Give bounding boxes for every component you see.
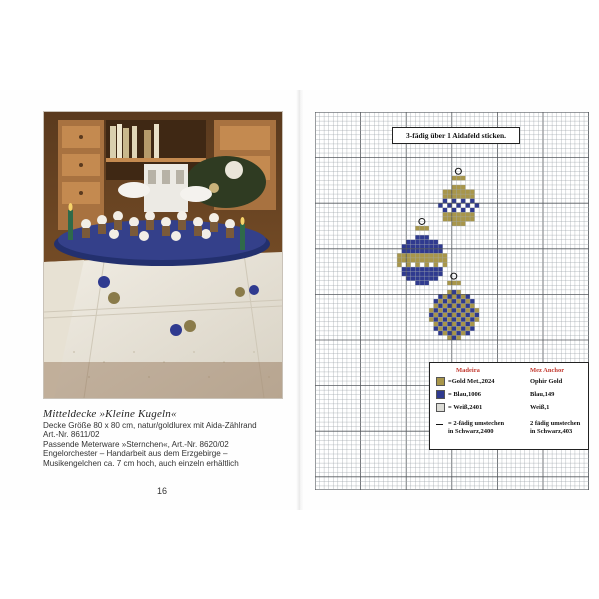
stitch-cell <box>406 244 411 249</box>
stitch-cell <box>402 258 407 263</box>
stitch-cell <box>397 258 402 263</box>
stitch-cell <box>434 272 439 277</box>
stitch-cell <box>475 208 480 213</box>
legend-madeira-gold: =Gold Met.,2024 <box>448 378 495 385</box>
stitch-cell <box>424 276 429 281</box>
stitch-cell <box>420 240 425 245</box>
stitch-cell <box>415 272 420 277</box>
stitch-cell <box>447 217 452 222</box>
stitch-cell <box>438 208 443 213</box>
stitch-cell <box>424 249 429 254</box>
stitch-cell <box>397 253 402 258</box>
stitch-cell <box>424 281 429 286</box>
stitch-cell <box>429 258 434 263</box>
stitch-cell <box>475 308 480 313</box>
stitch-cell <box>438 262 443 267</box>
stitch-cell <box>411 258 416 263</box>
color-legend <box>429 362 589 450</box>
stitch-cell <box>443 212 448 217</box>
stitch-cell <box>452 322 457 327</box>
stitch-cell <box>402 272 407 277</box>
stitch-cell <box>438 313 443 318</box>
stitch-cell <box>429 313 434 318</box>
stitch-cell <box>456 212 461 217</box>
stitch-cell <box>438 267 443 272</box>
stitch-cell <box>465 313 470 318</box>
stitch-cell <box>456 208 461 213</box>
stitch-cell <box>411 267 416 272</box>
stitch-cell <box>429 249 434 254</box>
stitch-cell <box>434 304 439 309</box>
stitch-cell <box>456 185 461 190</box>
stitch-cell <box>447 317 452 322</box>
stitch-cell <box>452 294 457 299</box>
stitch-cell <box>438 304 443 309</box>
stitch-cell <box>447 212 452 217</box>
stitch-cell <box>415 244 420 249</box>
stitch-cell <box>461 322 466 327</box>
stitch-cell <box>465 212 470 217</box>
stitch-cell <box>461 194 466 199</box>
stitch-cell <box>456 290 461 295</box>
stitch-cell <box>424 267 429 272</box>
stitch-cell <box>415 267 420 272</box>
stitch-cell <box>470 208 475 213</box>
stitch-cell <box>465 308 470 313</box>
stitch-cell <box>465 217 470 222</box>
stitch-cell <box>465 317 470 322</box>
stitch-cell <box>447 335 452 340</box>
stitch-cell <box>411 272 416 277</box>
caption-line: Musikengelchen ca. 7 cm hoch, auch einzeln erhältlich <box>43 458 239 468</box>
stitch-cell <box>438 308 443 313</box>
stitch-cell <box>438 317 443 322</box>
stitch-cell <box>452 190 457 195</box>
stitch-cell <box>456 281 461 286</box>
legend-anchor-white: Weiß,1 <box>530 404 550 411</box>
stitch-cell <box>402 253 407 258</box>
stitch-cell <box>470 322 475 327</box>
stitch-cell <box>452 203 457 208</box>
stitch-cell <box>434 322 439 327</box>
stitch-cell <box>434 308 439 313</box>
stitch-cell <box>470 217 475 222</box>
stitch-cell <box>447 326 452 331</box>
stitch-cell <box>402 244 407 249</box>
stitch-cell <box>470 308 475 313</box>
stitch-instruction: 3-fädig über 1 Aidafeld sticken. <box>392 127 520 144</box>
swatch-white <box>436 403 445 412</box>
stitch-cell <box>456 322 461 327</box>
stitch-cell <box>452 212 457 217</box>
stitch-cell <box>465 190 470 195</box>
stitch-cell <box>434 267 439 272</box>
stitch-cell <box>434 249 439 254</box>
stitch-cell <box>415 258 420 263</box>
stitch-cell <box>434 240 439 245</box>
stitch-cell <box>415 240 420 245</box>
backstitch-line-icon <box>436 424 443 425</box>
caption-line: Art.-Nr. 8611/02 <box>43 430 100 440</box>
stitch-cell <box>434 262 439 267</box>
stitch-cell <box>452 313 457 318</box>
stitch-cell <box>465 299 470 304</box>
stitch-cell <box>447 290 452 295</box>
stitch-cell <box>443 217 448 222</box>
stitch-cell <box>470 304 475 309</box>
stitch-cell <box>429 253 434 258</box>
stitch-cell <box>465 208 470 213</box>
legend-madeira-white: = Weiß,2401 <box>448 404 483 411</box>
stitch-cell <box>465 322 470 327</box>
stitch-cell <box>415 253 420 258</box>
legend-anchor-gold: Ophir Gold <box>530 378 563 385</box>
stitch-cell <box>461 299 466 304</box>
stitch-cell <box>424 258 429 263</box>
stitch-cell <box>429 276 434 281</box>
stitch-cell <box>447 304 452 309</box>
stitch-cell <box>447 294 452 299</box>
stitch-cell <box>447 190 452 195</box>
stitch-cell <box>461 313 466 318</box>
stitch-cell <box>415 276 420 281</box>
photo-caption <box>43 410 293 469</box>
stitch-cell <box>456 335 461 340</box>
stitch-cell <box>443 190 448 195</box>
stitch-cell <box>402 267 407 272</box>
book-spine <box>296 90 304 510</box>
stitch-cell <box>438 272 443 277</box>
stitch-cell <box>420 272 425 277</box>
stitch-cell <box>443 331 448 336</box>
stitch-cell <box>465 304 470 309</box>
stitch-cell <box>420 276 425 281</box>
stitch-cell <box>420 262 425 267</box>
stitch-cell <box>470 313 475 318</box>
legend-madeira-blue: = Blau,1006 <box>448 391 481 398</box>
stitch-cell <box>406 276 411 281</box>
stitch-cell <box>420 226 425 231</box>
legend-anchor-blue: Blau,149 <box>530 391 555 398</box>
stitch-cell <box>434 276 439 281</box>
stitch-cell <box>452 326 457 331</box>
stitch-cell <box>456 304 461 309</box>
stitch-cell <box>447 313 452 318</box>
stitch-cell <box>452 299 457 304</box>
stitch-cell <box>475 199 480 204</box>
stitch-cell <box>465 326 470 331</box>
stitch-cell <box>424 253 429 258</box>
stitch-cell <box>443 253 448 258</box>
stitch-cell <box>438 244 443 249</box>
stitch-cell <box>461 294 466 299</box>
stitch-cell <box>470 299 475 304</box>
stitch-cell <box>415 235 420 240</box>
stitch-cell <box>438 253 443 258</box>
stitch-cell <box>420 258 425 263</box>
stitch-cell <box>465 199 470 204</box>
stitch-cell <box>415 262 420 267</box>
caption-line: Decke Größe 80 x 80 cm, natur/goldlurex mit Aida-Zählrand <box>43 420 257 430</box>
stitch-cell <box>411 253 416 258</box>
stitch-cell <box>452 199 457 204</box>
stitch-cell <box>447 281 452 286</box>
stitch-cell <box>470 326 475 331</box>
stitch-cell <box>411 240 416 245</box>
stitch-cell <box>456 326 461 331</box>
stitch-cell <box>443 313 448 318</box>
stitch-cell <box>461 190 466 195</box>
stitch-cell <box>438 249 443 254</box>
stitch-cell <box>465 194 470 199</box>
stitch-cell <box>452 176 457 181</box>
stitch-cell <box>429 267 434 272</box>
stitch-cell <box>456 176 461 181</box>
stitch-cell <box>452 331 457 336</box>
stitch-cell <box>429 262 434 267</box>
stitch-cell <box>447 299 452 304</box>
stitch-cell <box>456 308 461 313</box>
stitch-cell <box>452 308 457 313</box>
stitch-cell <box>465 294 470 299</box>
stitch-cell <box>424 272 429 277</box>
legend-header-madeira: Madeira <box>456 367 480 374</box>
stitch-cell <box>447 199 452 204</box>
stitch-cell <box>406 272 411 277</box>
stitch-cell <box>424 240 429 245</box>
stitch-cell <box>447 322 452 327</box>
stitch-cell <box>447 331 452 336</box>
stitch-cell <box>461 176 466 181</box>
stitch-cell <box>434 244 439 249</box>
stitch-cell <box>456 221 461 226</box>
stitch-cell <box>429 240 434 245</box>
stitch-cell <box>461 308 466 313</box>
stitch-cell <box>402 262 407 267</box>
stitch-cell <box>456 199 461 204</box>
stitch-cell <box>420 235 425 240</box>
stitch-cell <box>424 262 429 267</box>
stitch-cell <box>438 294 443 299</box>
stitch-cell <box>434 299 439 304</box>
stitch-cell <box>438 331 443 336</box>
stitch-cell <box>452 185 457 190</box>
stitch-cell <box>443 304 448 309</box>
stitch-cell <box>465 203 470 208</box>
stitch-cell <box>411 249 416 254</box>
stitch-cell <box>456 313 461 318</box>
stitch-cell <box>429 244 434 249</box>
stitch-cell <box>456 294 461 299</box>
stitch-cell <box>443 208 448 213</box>
stitch-cell <box>456 317 461 322</box>
caption-line: Engelorchester – Handarbeit aus dem Erzgebirge – <box>43 449 228 459</box>
stitch-cell <box>415 226 420 231</box>
stitch-cell <box>420 244 425 249</box>
swatch-gold <box>436 377 445 386</box>
stitch-cell <box>420 253 425 258</box>
stitch-cell <box>470 194 475 199</box>
stitch-cell <box>456 190 461 195</box>
stitch-cell <box>402 249 407 254</box>
stitch-cell <box>452 221 457 226</box>
stitch-cell <box>406 240 411 245</box>
page-number: 16 <box>157 486 168 496</box>
stitch-cell <box>470 190 475 195</box>
stitch-cell <box>429 317 434 322</box>
stitch-cell <box>443 194 448 199</box>
stitch-cell <box>461 221 466 226</box>
stitch-cell <box>429 308 434 313</box>
product-photo <box>43 111 283 399</box>
stitch-cell <box>406 262 411 267</box>
stitch-cell <box>397 262 402 267</box>
stitch-cell <box>443 299 448 304</box>
stitch-cell <box>447 308 452 313</box>
stitch-cell <box>443 203 448 208</box>
stitch-cell <box>461 203 466 208</box>
stitch-cell <box>443 317 448 322</box>
stitch-cell <box>438 326 443 331</box>
stitch-cell <box>447 208 452 213</box>
stitch-cell <box>411 276 416 281</box>
caption-line: Passende Meterware »Sternchen«, Art.-Nr. 8620/02 <box>43 439 229 449</box>
stitch-cell <box>475 203 480 208</box>
stitch-cell <box>452 304 457 309</box>
stitch-cell <box>438 299 443 304</box>
stitch-cell <box>434 258 439 263</box>
stitch-cell <box>452 290 457 295</box>
stitch-cell <box>438 258 443 263</box>
stitch-cell <box>452 208 457 213</box>
stitch-cell <box>434 326 439 331</box>
stitch-cell <box>461 217 466 222</box>
stitch-cell <box>415 249 420 254</box>
stitch-cell <box>470 212 475 217</box>
stitch-cell <box>475 317 480 322</box>
stitch-cell <box>447 194 452 199</box>
stitch-cell <box>420 281 425 286</box>
stitch-cell <box>411 244 416 249</box>
caption-title: Mitteldecke »Kleine Kugeln« <box>43 408 177 420</box>
stitch-cell <box>456 217 461 222</box>
stitch-cell <box>456 203 461 208</box>
legend-header-anchor: Mez Anchor <box>530 367 565 374</box>
stitch-cell <box>452 194 457 199</box>
stitch-cell <box>475 313 480 318</box>
stitch-cell <box>465 331 470 336</box>
stitch-cell <box>443 308 448 313</box>
stitch-cell <box>434 253 439 258</box>
stitch-cell <box>456 331 461 336</box>
stitch-cell <box>420 267 425 272</box>
stitch-cell <box>406 253 411 258</box>
legend-anchor-backstitch: 2 fädig umstechen in Schwarz,403 <box>530 420 581 435</box>
stitch-cell <box>424 226 429 231</box>
stitch-cell <box>461 304 466 309</box>
stitch-cell <box>452 335 457 340</box>
stitch-cell <box>461 212 466 217</box>
stitch-cell <box>438 199 443 204</box>
stitch-cell <box>411 262 416 267</box>
stitch-cell <box>452 281 457 286</box>
stitch-cell <box>461 199 466 204</box>
stitch-cell <box>406 267 411 272</box>
legend-madeira-backstitch: = 2-fädig umstechen in Schwarz,2400 <box>448 420 505 435</box>
stitch-cell <box>470 203 475 208</box>
stitch-cell <box>438 322 443 327</box>
stitch-cell <box>429 272 434 277</box>
stitch-cell <box>470 199 475 204</box>
stitch-cell <box>415 281 420 286</box>
stitch-cell <box>443 294 448 299</box>
stitch-cell <box>406 258 411 263</box>
stitch-cell <box>424 244 429 249</box>
stitch-cell <box>452 217 457 222</box>
stitch-cell <box>443 262 448 267</box>
stitch-cell <box>461 317 466 322</box>
stitch-cell <box>461 331 466 336</box>
stitch-cell <box>424 235 429 240</box>
stitch-cell <box>456 194 461 199</box>
stitch-cell <box>434 313 439 318</box>
stitch-cell <box>470 317 475 322</box>
stitch-cell <box>406 249 411 254</box>
stitch-cell <box>447 203 452 208</box>
swatch-blue <box>436 390 445 399</box>
stitch-cell <box>461 326 466 331</box>
stitch-cell <box>420 249 425 254</box>
stitch-cell <box>434 317 439 322</box>
stitch-cell <box>461 185 466 190</box>
stitch-cell <box>461 208 466 213</box>
stitch-cell <box>438 203 443 208</box>
stitch-cell <box>443 199 448 204</box>
stitch-cell <box>452 317 457 322</box>
stitch-cell <box>443 326 448 331</box>
stitch-cell <box>456 299 461 304</box>
stitch-cell <box>443 322 448 327</box>
stitch-cell <box>443 258 448 263</box>
